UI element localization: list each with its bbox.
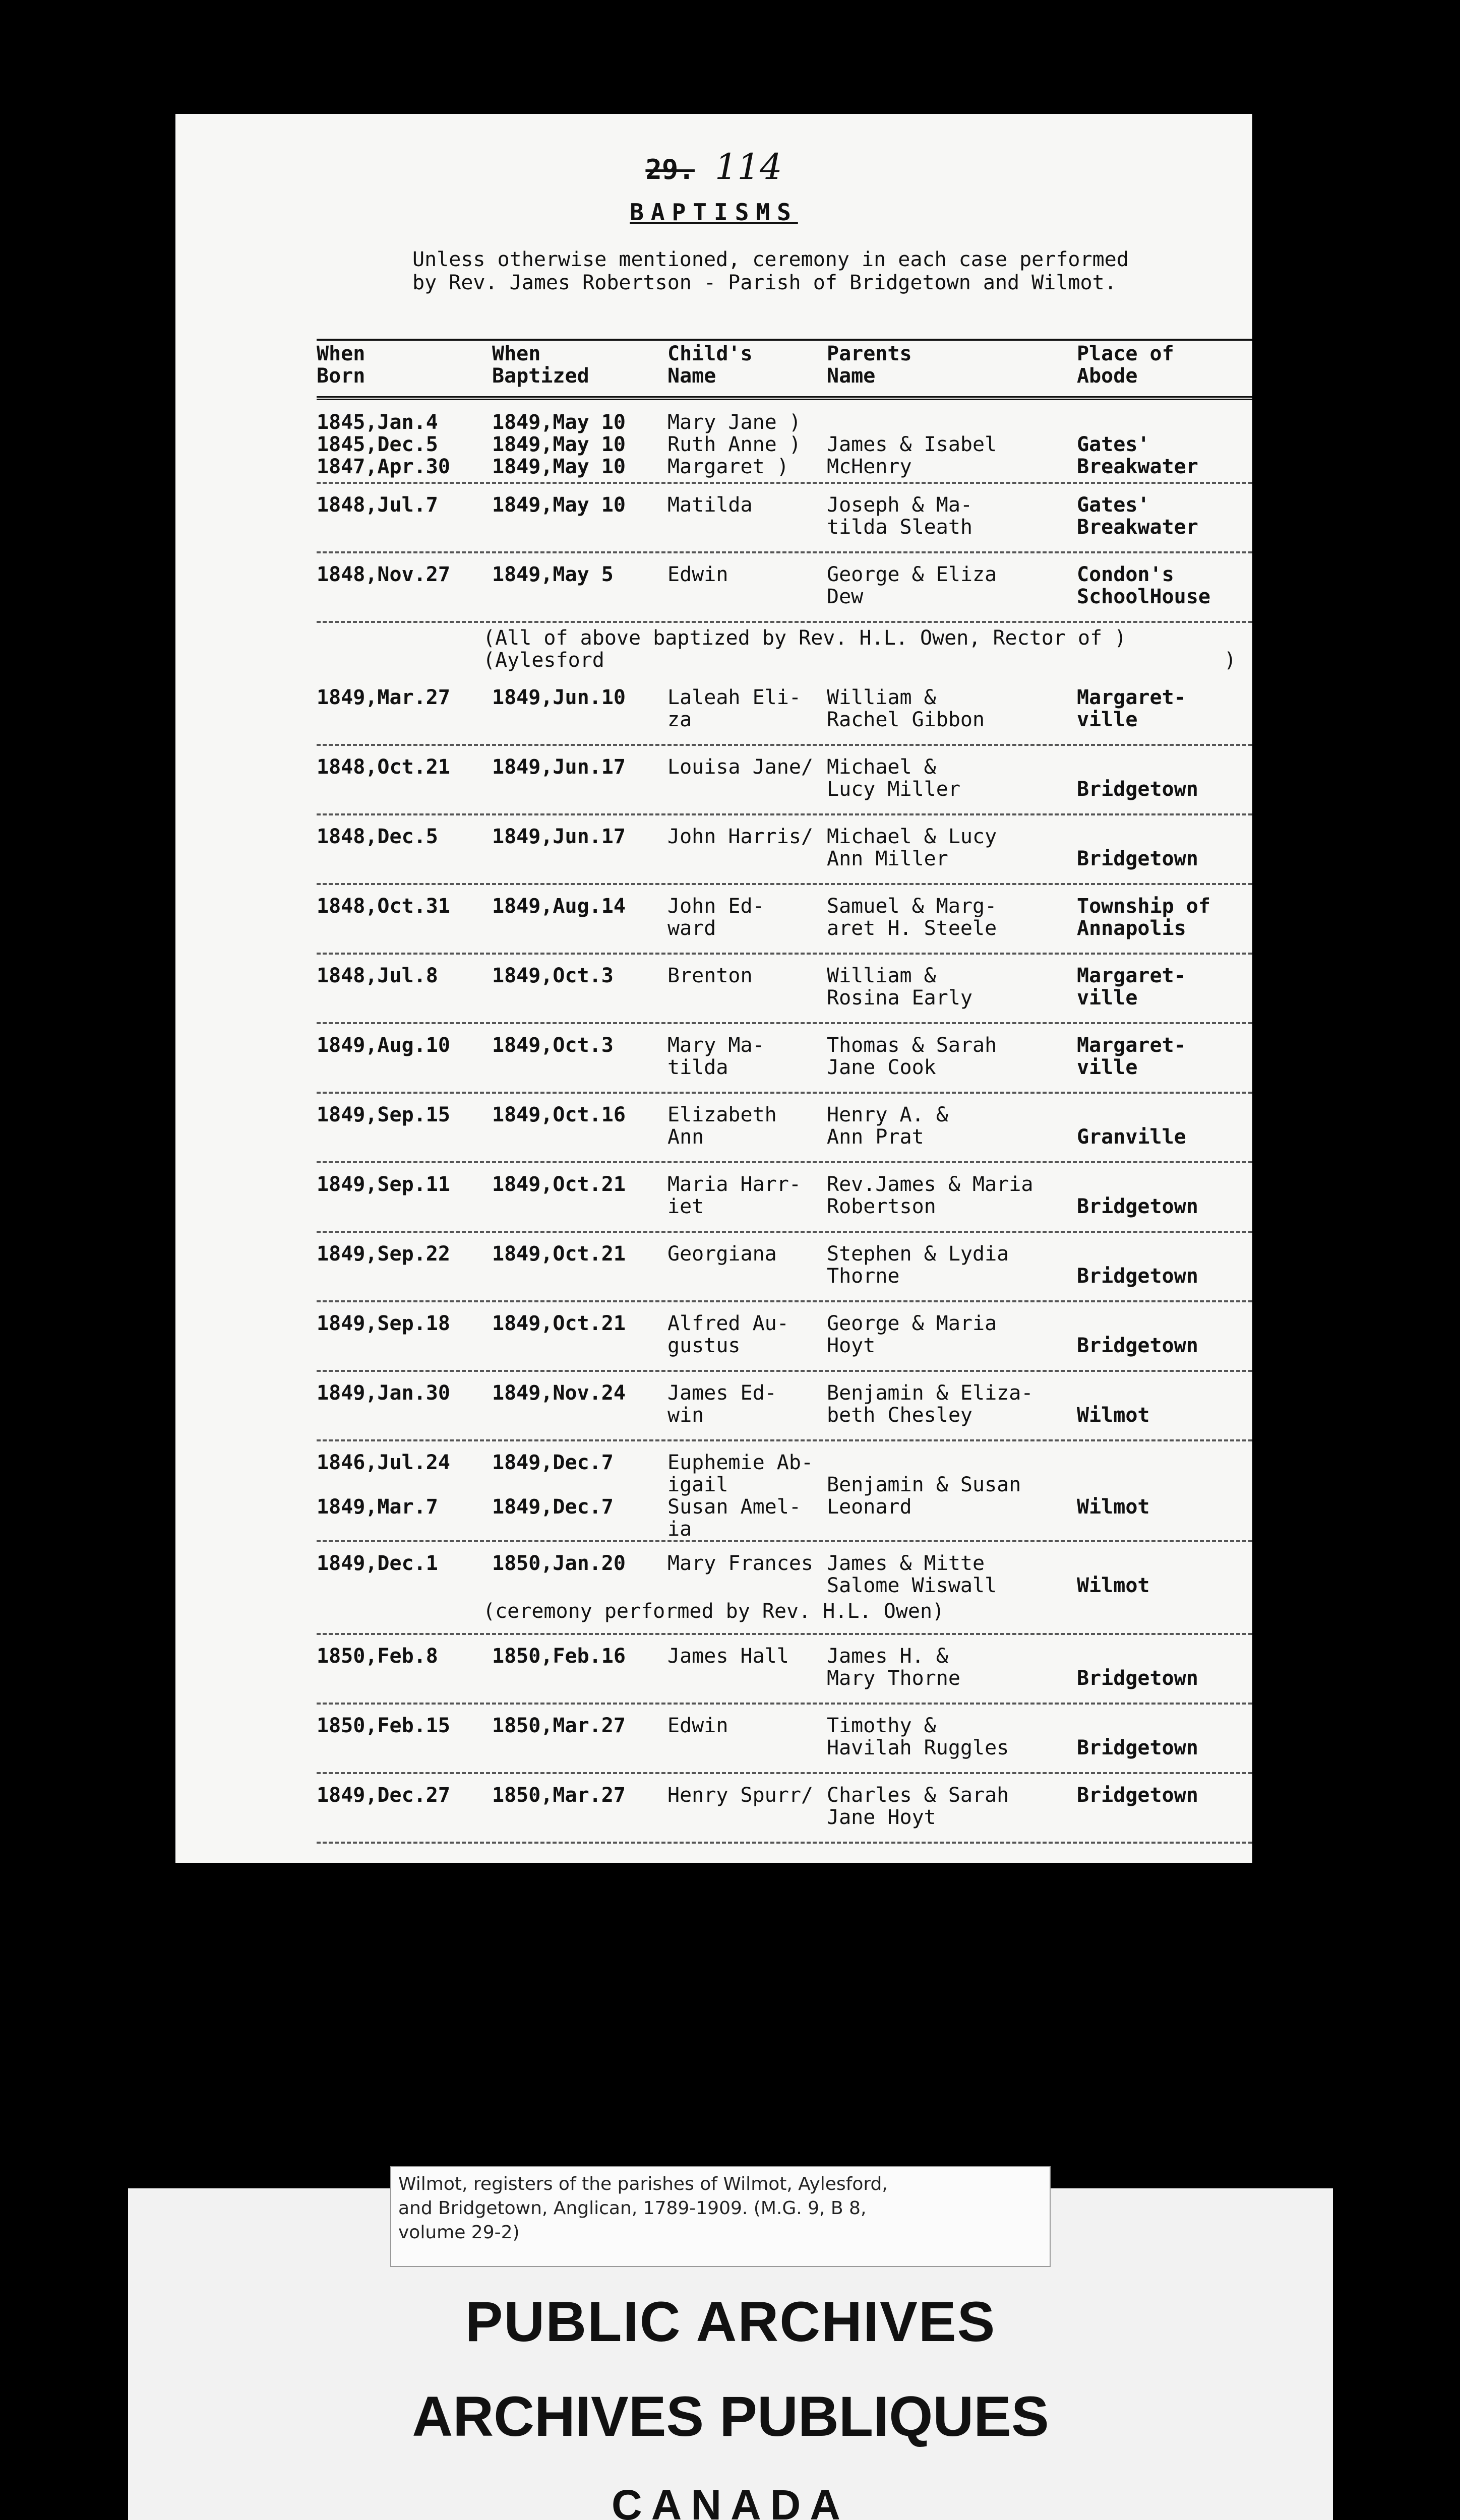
parents-cell: Stephen & Lydia Thorne	[827, 1242, 1009, 1288]
baptized-cell: 1849,Oct.21	[492, 1242, 626, 1266]
born-cell: 1849,Sep.11	[317, 1173, 450, 1196]
born-cell: 1849,Dec.27	[317, 1784, 450, 1807]
intro-text: Unless otherwise mentioned, ceremony in each case performed by Rev. James Robertson - Parish of Bridgetown and Wilmot.	[412, 248, 1129, 294]
parents-cell: William & Rachel Gibbon	[827, 686, 985, 731]
archive-title-fr: ARCHIVES PUBLIQUES	[412, 2385, 1049, 2448]
born-cell: 1849,Dec.1	[317, 1552, 438, 1575]
born-cell: 1848,Jul.8	[317, 964, 438, 987]
abode-cell: Bridgetown	[1077, 1784, 1198, 1807]
child-cell: Mary Jane ) Ruth Anne ) Margaret )	[667, 411, 801, 478]
abode-cell: Bridgetown	[1077, 1334, 1198, 1357]
parents-cell: William & Rosina Early	[827, 964, 972, 1010]
baptized-cell: 1849,Aug.14	[492, 895, 626, 918]
parents-cell: James & Mitte Salome Wiswall	[827, 1552, 997, 1597]
parents-cell: Rev.James & Maria Robertson	[827, 1173, 1033, 1218]
table-row	[317, 484, 1252, 553]
ceremony-note: (ceremony performed by Rev. H.L. Owen)	[483, 1600, 945, 1623]
baptized-cell: 1849,May 10	[492, 493, 626, 517]
table-row	[317, 1233, 1252, 1302]
table-row	[317, 885, 1252, 955]
baptized-cell: 1850,Mar.27	[492, 1714, 626, 1737]
child-cell: James Hall	[667, 1645, 789, 1668]
abode-cell: Gates' Breakwater	[1077, 493, 1198, 539]
abode-cell: Margaret- ville	[1077, 964, 1186, 1010]
abode-cell: Wilmot	[1077, 1574, 1150, 1597]
table-row	[317, 1302, 1252, 1372]
abode-cell: Wilmot	[1077, 1495, 1150, 1519]
header-child-name: Child's Name	[667, 342, 753, 388]
abode-cell: Bridgetown	[1077, 1265, 1198, 1288]
table-row	[317, 1372, 1252, 1441]
child-cell: Georgiana	[667, 1242, 777, 1266]
abode-cell: Bridgetown	[1077, 778, 1198, 801]
header-parents-name: Parents Name	[827, 342, 912, 388]
born-cell: 1849,Sep.22	[317, 1242, 450, 1266]
child-cell: Laleah Eli- za	[667, 686, 801, 731]
table-row	[317, 676, 1252, 746]
born-cell: 1849,Jan.30	[317, 1381, 450, 1405]
parents-cell: James & Isabel McHenry	[827, 433, 997, 478]
baptized-cell: 1849,Dec.7 1849,Dec.7	[492, 1451, 614, 1519]
header-when-born: When Born	[317, 342, 366, 388]
parents-cell: George & Eliza Dew	[827, 563, 997, 608]
parents-cell: James H. & Mary Thorne	[827, 1645, 960, 1690]
child-cell: Louisa Jane/	[667, 755, 813, 779]
parents-cell: George & Maria Hoyt	[827, 1312, 997, 1357]
abode-cell: Margaret- ville	[1077, 1034, 1186, 1079]
abode-cell: Wilmot	[1077, 1404, 1150, 1427]
baptized-cell: 1849,Nov.24	[492, 1381, 626, 1405]
table-row	[317, 1542, 1252, 1635]
baptized-cell: 1849,Oct.21	[492, 1173, 626, 1196]
table-row	[317, 1094, 1252, 1163]
parents-cell: Henry A. & Ann Prat	[827, 1103, 948, 1149]
born-cell: 1850,Feb.8	[317, 1645, 438, 1668]
baptized-cell: 1849,Oct.16	[492, 1103, 626, 1126]
archive-card	[128, 2174, 1333, 2520]
baptized-cell: 1850,Mar.27	[492, 1784, 626, 1807]
abode-cell: Township of Annapolis	[1077, 895, 1210, 940]
baptized-cell: 1849,Oct.3	[492, 964, 614, 987]
abode-cell: Bridgetown	[1077, 847, 1198, 870]
child-cell: Mary Frances	[667, 1552, 813, 1575]
baptized-cell: 1849,Oct.3	[492, 1034, 614, 1057]
born-cell: 1845,Jan.4 1845,Dec.5 1847,Apr.30	[317, 411, 450, 478]
baptism-table	[317, 401, 1252, 1844]
child-cell: Maria Harr- iet	[667, 1173, 801, 1218]
born-cell: 1849,Aug.10	[317, 1034, 450, 1057]
baptized-cell: 1849,Oct.21	[492, 1312, 626, 1335]
child-cell: Edwin	[667, 1714, 728, 1737]
table-header	[317, 339, 1252, 400]
baptized-cell: 1849,Jun.17	[492, 755, 626, 779]
child-cell: Matilda	[667, 493, 753, 517]
table-row	[317, 746, 1252, 815]
baptized-cell: 1849,Jun.17	[492, 825, 626, 848]
note-text: (All of above baptized by Rev. H.L. Owen, Rector of ) (Aylesford	[483, 626, 1127, 672]
table-row	[317, 401, 1252, 484]
parents-cell: Benjamin & Susan Leonard	[827, 1473, 1021, 1519]
page-title: BAPTISMS	[630, 199, 798, 226]
abode-cell: Bridgetown	[1077, 1195, 1198, 1218]
table-row	[317, 1705, 1252, 1774]
table-row	[317, 955, 1252, 1024]
child-cell: Edwin	[667, 563, 728, 586]
table-row	[317, 1441, 1252, 1542]
abode-cell: Gates' Breakwater	[1077, 433, 1198, 478]
table-row	[317, 1774, 1252, 1844]
table-row	[317, 815, 1252, 885]
abode-cell: Margaret- ville	[1077, 686, 1186, 731]
parents-cell: Samuel & Marg- aret H. Steele	[827, 895, 997, 940]
child-cell: James Ed- win	[667, 1381, 777, 1427]
born-cell: 1848,Oct.31	[317, 895, 450, 918]
born-cell: 1850,Feb.15	[317, 1714, 450, 1737]
new-page-number: 114	[714, 146, 782, 187]
collection-label: Wilmot, registers of the parishes of Wilmot, Aylesford, and Bridgetown, Anglican, 1789-1909. (M.G. 9, B 8, volume 29-2)	[390, 2166, 1051, 2267]
archive-country: CANADA	[612, 2481, 849, 2520]
table-row	[317, 1635, 1252, 1705]
table-row	[317, 1163, 1252, 1233]
abode-cell: Bridgetown	[1077, 1736, 1198, 1759]
born-cell: 1846,Jul.24 1849,Mar.7	[317, 1451, 450, 1519]
officiant-note	[317, 623, 1252, 676]
child-cell: John Ed- ward	[667, 895, 765, 940]
page-number	[175, 146, 1252, 187]
baptized-cell: 1849,Jun.10	[492, 686, 626, 709]
abode-cell: Condon's SchoolHouse	[1077, 563, 1210, 608]
parents-cell: Benjamin & Eliza- beth Chesley	[827, 1381, 1033, 1427]
born-cell: 1849,Sep.15	[317, 1103, 450, 1126]
parents-cell: Michael & Lucy Miller	[827, 755, 960, 801]
baptized-cell: 1850,Jan.20	[492, 1552, 626, 1575]
header-when-baptized: When Baptized	[492, 342, 589, 388]
abode-cell: Granville	[1077, 1125, 1186, 1149]
table-row	[317, 553, 1252, 623]
born-cell: 1848,Nov.27	[317, 563, 450, 586]
child-cell: John Harris/	[667, 825, 813, 848]
child-cell: Euphemie Ab- igail Susan Amel- ia	[667, 1451, 813, 1541]
parents-cell: Timothy & Havilah Ruggles	[827, 1714, 1009, 1759]
header-place-of-abode: Place of Abode	[1077, 342, 1174, 388]
baptized-cell: 1849,May 10 1849,May 10 1849,May 10	[492, 411, 626, 478]
parents-cell: Charles & Sarah Jane Hoyt	[827, 1784, 1009, 1829]
born-cell: 1849,Sep.18	[317, 1312, 450, 1335]
register-page	[175, 114, 1252, 1863]
born-cell: 1848,Dec.5	[317, 825, 438, 848]
born-cell: 1848,Oct.21	[317, 755, 450, 779]
baptized-cell: 1849,May 5	[492, 563, 614, 586]
old-page-number: 29.	[645, 154, 695, 185]
table-row	[317, 1024, 1252, 1094]
child-cell: Brenton	[667, 964, 753, 987]
note-end: )	[1224, 649, 1237, 672]
born-cell: 1849,Mar.27	[317, 686, 450, 709]
parents-cell: Thomas & Sarah Jane Cook	[827, 1034, 997, 1079]
child-cell: Henry Spurr/	[667, 1784, 813, 1807]
child-cell: Mary Ma- tilda	[667, 1034, 765, 1079]
child-cell: Elizabeth Ann	[667, 1103, 777, 1149]
parents-cell: Michael & Lucy Ann Miller	[827, 825, 997, 870]
child-cell: Alfred Au- gustus	[667, 1312, 789, 1357]
born-cell: 1848,Jul.7	[317, 493, 438, 517]
abode-cell: Bridgetown	[1077, 1667, 1198, 1690]
baptized-cell: 1850,Feb.16	[492, 1645, 626, 1668]
parents-cell: Joseph & Ma- tilda Sleath	[827, 493, 972, 539]
archive-title-en: PUBLIC ARCHIVES	[465, 2290, 996, 2353]
